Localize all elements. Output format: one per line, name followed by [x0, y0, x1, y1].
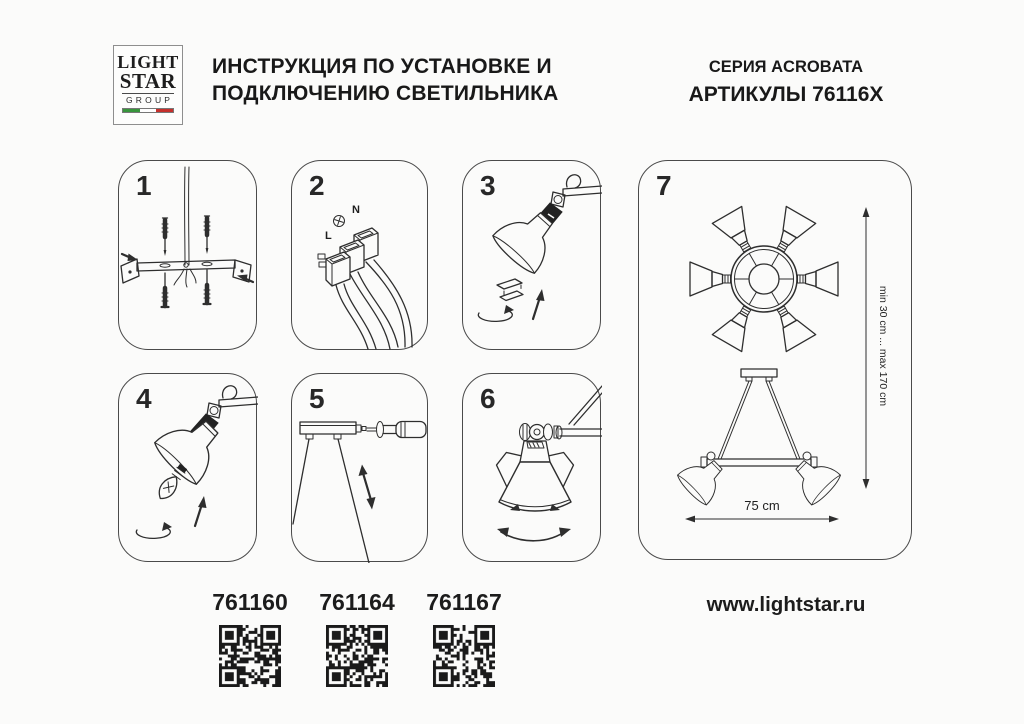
- article-761167: [402, 589, 526, 687]
- step-panel-1: [118, 160, 257, 350]
- line-label: L: [325, 230, 332, 242]
- article-761160: [188, 589, 312, 687]
- step-number: 5: [309, 383, 325, 414]
- series-label: СЕРИЯ ACROBATA: [708, 58, 864, 76]
- title-line-1: ИНСТРУКЦИЯ ПО УСТАНОВКЕ И: [212, 55, 552, 78]
- step-panel-7: [638, 160, 912, 560]
- page-title: [212, 53, 559, 107]
- qr-code: [433, 625, 495, 687]
- earth-screw-icon: [332, 214, 346, 228]
- step-2-illustration-wiring: [292, 161, 429, 351]
- website-url: www.lightstar.ru: [706, 593, 866, 616]
- qr-code: [219, 625, 281, 687]
- logo-light: LIGHT: [117, 52, 179, 72]
- article-code: 761167: [426, 589, 502, 615]
- articles-label: АРТИКУЛЫ 76116X: [688, 83, 884, 106]
- step-panel-2: [291, 160, 428, 350]
- article-code: 761160: [212, 589, 288, 615]
- step-4-illustration-bulb: [119, 374, 258, 563]
- lightstar-logo: [113, 45, 183, 125]
- title-line-2: ПОДКЛЮЧЕНИЮ СВЕТИЛЬНИКА: [212, 82, 559, 105]
- step-7-illustration-overview: [639, 161, 913, 561]
- logo-group: GROUP: [122, 93, 174, 105]
- qr-code: [326, 625, 388, 687]
- step-panel-6: [462, 373, 601, 562]
- series-block: [655, 58, 917, 107]
- step-number: 3: [480, 170, 496, 201]
- chandelier-top-view: [690, 206, 838, 351]
- step-number: 7: [656, 170, 672, 201]
- article-code: 761164: [319, 589, 395, 615]
- candle-bulb: [155, 463, 189, 503]
- step-number: 1: [136, 170, 152, 201]
- height-dimension: [863, 207, 889, 489]
- step-number: 2: [309, 170, 325, 201]
- step-number: 6: [480, 383, 496, 414]
- height-dimension-label: min 30 cm ... max 170 cm: [877, 285, 889, 407]
- logo-star: STAR: [119, 69, 177, 93]
- step-panel-4: [118, 373, 257, 562]
- step-3-illustration-shade-mount: [463, 161, 602, 351]
- step-number: 4: [136, 383, 152, 414]
- neutral-label: N: [352, 204, 360, 216]
- italian-flag: [122, 108, 174, 113]
- chandelier-side-view: [675, 369, 843, 507]
- width-dimension-label: 75 cm: [744, 498, 780, 513]
- step-6-illustration-swivel: [463, 374, 602, 563]
- step-panel-3: [462, 160, 601, 350]
- screwdriver: [367, 422, 426, 438]
- step-panel-5: [291, 373, 428, 562]
- article-761164: [295, 589, 419, 687]
- swivel-joint: [520, 424, 559, 441]
- step-5-illustration-screwdriver: [292, 374, 429, 563]
- step-1-illustration-bracket: [119, 161, 258, 351]
